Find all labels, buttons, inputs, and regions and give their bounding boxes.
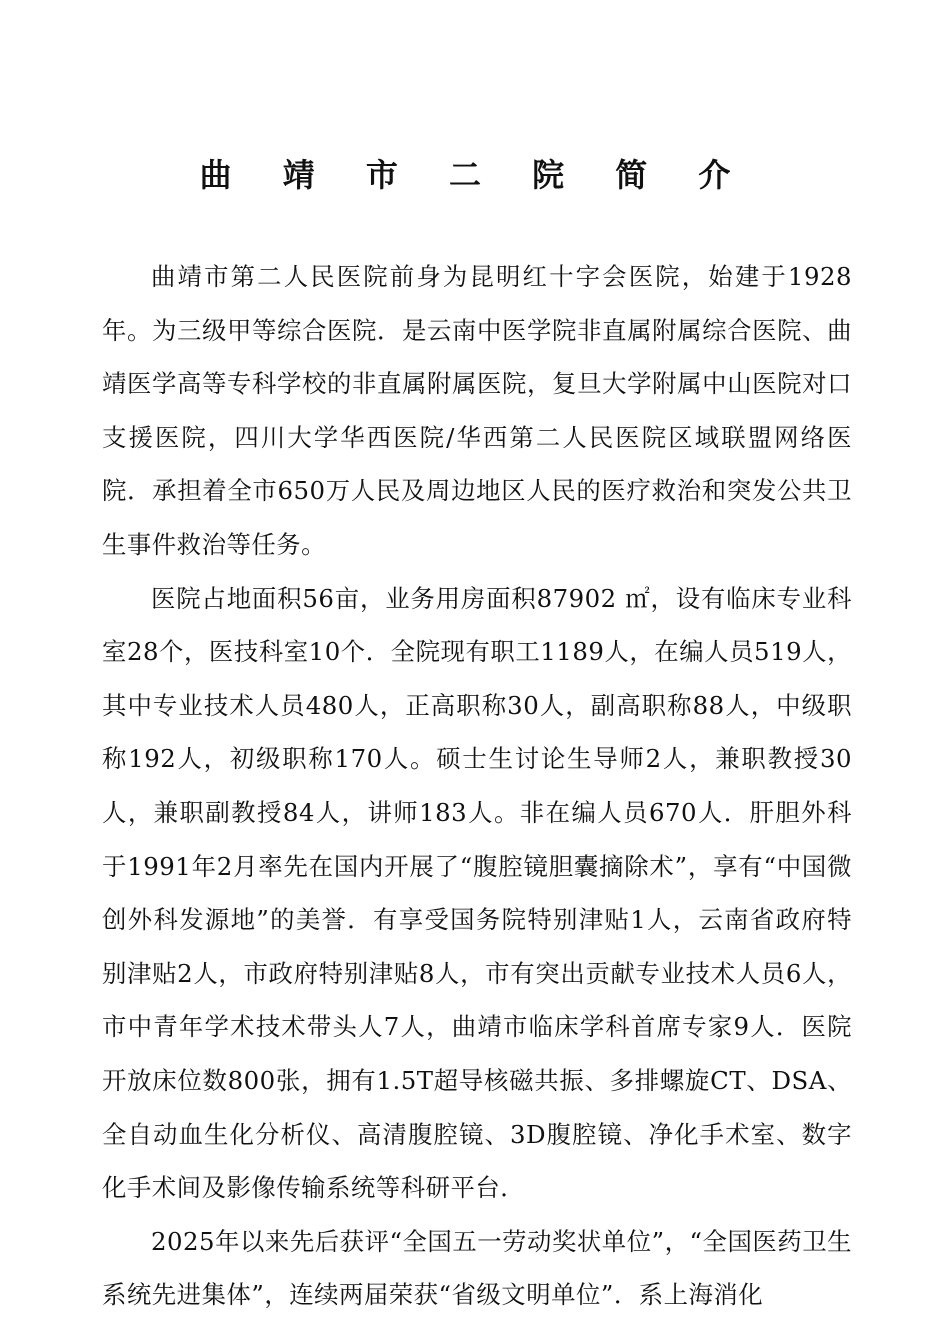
paragraph-honors: 2025年以来先后获评“全国五一劳动奖状单位”，“全国医药卫生系统先进集体”，连续两届荣获“省级文明单位”．系上海消化 bbox=[102, 1226, 852, 1310]
document-body bbox=[102, 250, 852, 1322]
paragraph-facilities-staff: 医院占地面积56亩，业务用房面积87902 ㎡，设有临床专业科室28个，医技科室10个．全院现有职工1189人，在编人员519人，其中专业技术人员480人，正高职称30人，副高职称88人，中级职称192人，初级职称170人。硕士生讨论生导师2人，兼职教授30人，兼职副教授84人，讲师183人。非在编人员670人．肝胆外科于1991年2月率先在国内开展了“腹腔镜胆囊摘除术”，享有“中国微创外科发源地”的美誉．有享受国务院特别津贴1人，云南省政府特别津贴2人，市政府特别津贴8人，市有突出贡献专业技术人员6人，市中青年学术技术带头人7人，曲靖市临床学科首席专家9人．医院开放床位数800张，拥有1.5T超导核磁共振、多排螺旋CT、DSA、全自动血生化分析仪、高清腹腔镜、3D腹腔镜、净化手术室、数字化手术间及影像传输系统等科研平台． bbox=[102, 583, 852, 1203]
page-title: 曲 靖 市 二 院 简 介 bbox=[199, 156, 751, 194]
paragraph-history: 曲靖市第二人民医院前身为昆明红十字会医院，始建于1928年。为三级甲等综合医院．是云南中医学院非直属附属综合医院、曲靖医学高等专科学校的非直属附属医院，复旦大学附属中山医院对口支援医院，四川大学华西医院/华西第二人民医院区域联盟网络医院．承担着全市650万人民及周边地区人民的医疗救治和突发公共卫生事件救治等任务。 bbox=[102, 262, 852, 559]
